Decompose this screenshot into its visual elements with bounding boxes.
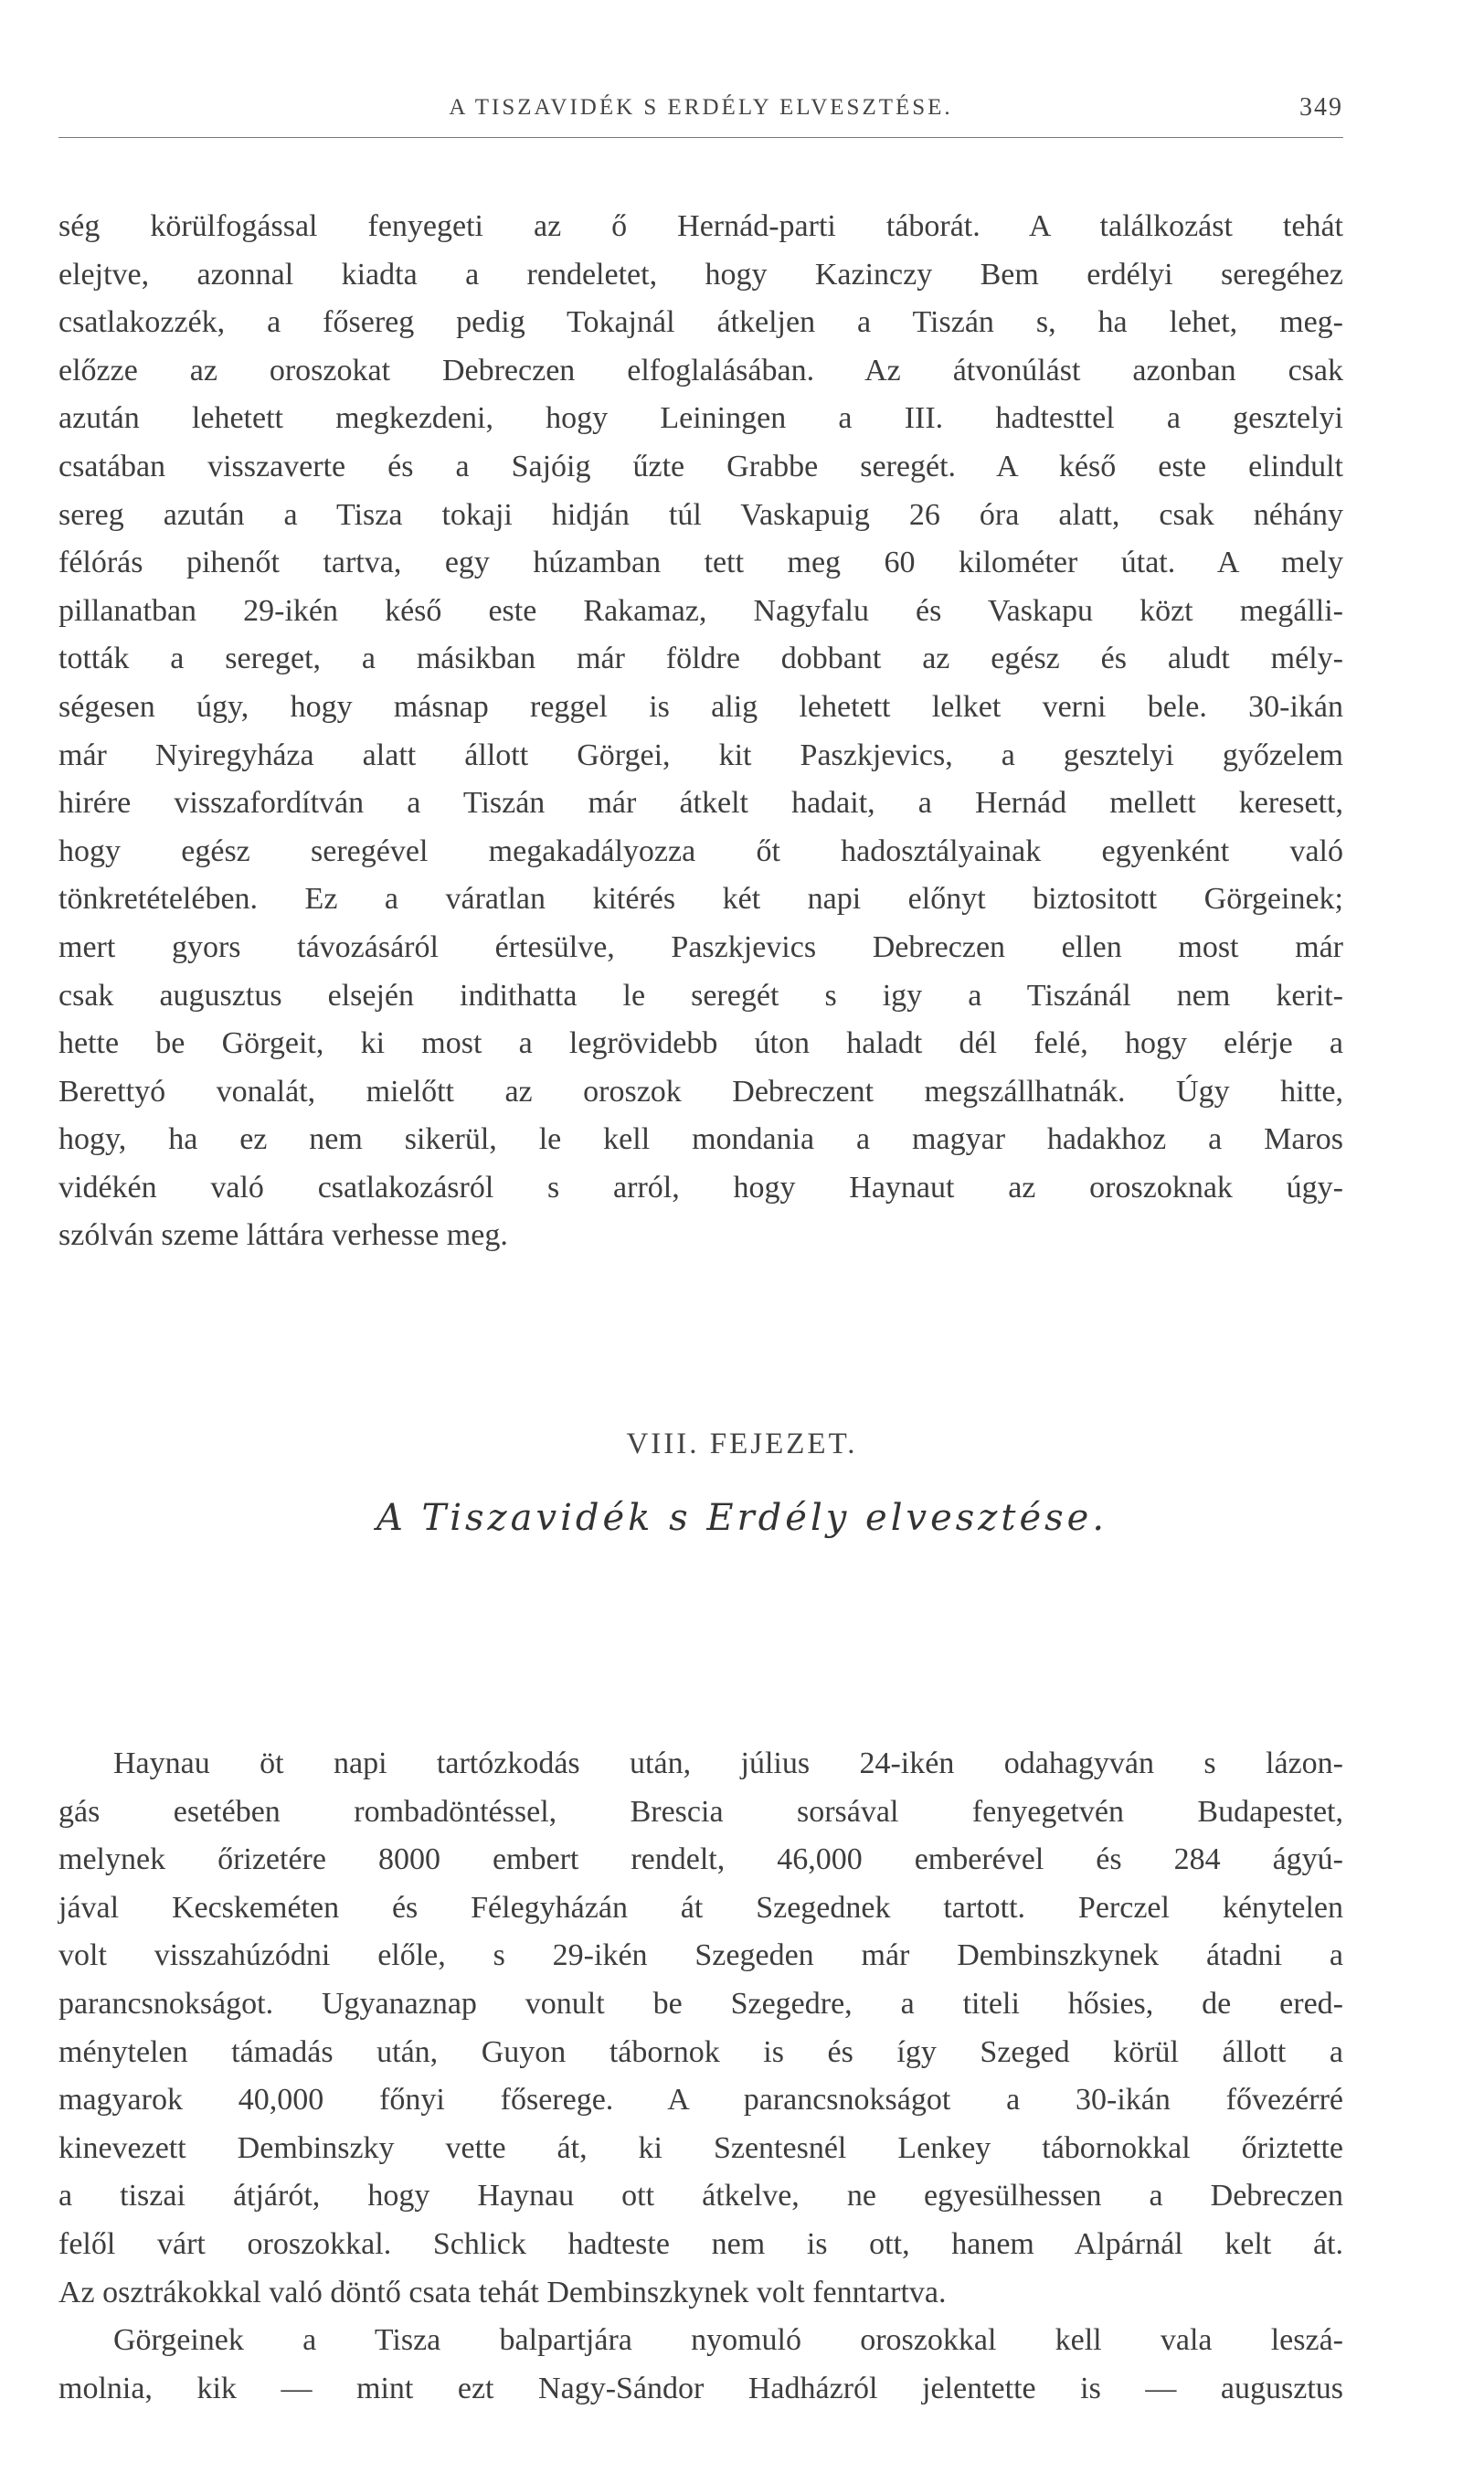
text-line: Haynau öt napi tartózkodás után, július 24-ikén odahagyván s lázon- <box>113 1746 1343 1780</box>
text-line: csatában visszaverte és a Sajóig űzte Grabbe seregét. A késő este elindult <box>58 449 1343 483</box>
text-line: hette be Görgeit, ki most a legrövidebb úton haladt dél felé, hogy elérje a <box>58 1026 1343 1061</box>
running-head <box>58 91 1343 128</box>
chapter-number: VIII. FEJEZET. <box>626 1428 858 1460</box>
text-line: pillanatban 29-ikén késő este Rakamaz, Nagyfalu és Vaskapu közt megálli- <box>58 593 1343 628</box>
text-line: tották a sereget, a másikban már földre dobbant az egész és aludt mély- <box>58 642 1343 676</box>
text-line: a tiszai átjárót, hogy Haynau ott átkelve, ne egyesülhessen a Debreczen <box>58 2179 1343 2213</box>
text-line: magyarok 40,000 főnyi főserege. A parancsnokságot a 30-ikán fővezérré <box>58 2083 1343 2118</box>
text-line: elejtve, azonnal kiadta a rendeletet, hogy Kazinczy Bem erdélyi seregéhez <box>58 257 1343 292</box>
text-line: felől várt oroszokkal. Schlick hadteste nem is ott, hanem Alpárnál kelt át. <box>58 2226 1343 2261</box>
running-title: A TISZAVIDÉK S ERDÉLY ELVESZTÉSE. <box>449 95 953 120</box>
text-line: már Nyiregyháza alatt állott Görgei, kit Paszkjevics, a gesztelyi győzelem <box>58 738 1343 772</box>
text-line: vidékén való csatlakozásról s arról, hogy Haynaut az oroszoknak úgy- <box>58 1170 1343 1205</box>
text-line: Berettyó vonalát, mielőtt az oroszok Debreczent megszállhatnák. Úgy hitte, <box>58 1074 1343 1109</box>
text-line: előzze az oroszokat Debreczen elfoglalásában. Az átvonúlást azonban csak <box>58 353 1343 387</box>
text-line: jával Kecskeméten és Félegyházán át Szegednek tartott. Perczel kénytelen <box>58 1890 1343 1925</box>
text-line: azután lehetett megkezdeni, hogy Leiningen a III. hadtesttel a gesztelyi <box>58 401 1343 436</box>
text-block-top <box>58 203 1343 1260</box>
text-line: melynek őrizetére 8000 embert rendelt, 46,000 emberével és 284 ágyú- <box>58 1842 1343 1877</box>
text-line: sereg azután a Tisza tokaji hidján túl Vaskapuig 26 óra alatt, csak néhány <box>58 497 1343 532</box>
text-line: volt visszahúzódni előle, s 29-ikén Szegeden már Dembinszkynek átadni a <box>58 1938 1343 1973</box>
text-line: hogy egész seregével megakadályozza őt hadosztályainak egyenként való <box>58 833 1343 868</box>
text-line: parancsnokságot. Ugyanaznap vonult be Szegedre, a titeli hősies, de ered- <box>58 1986 1343 2021</box>
header-rule <box>58 137 1343 138</box>
text-line: hogy, ha ez nem sikerül, le kell mondania a magyar hadakhoz a Maros <box>58 1122 1343 1157</box>
text-line: ség körülfogással fenyegeti az ő Hernád-parti táborát. A találkozást tehát <box>58 209 1343 243</box>
text-line: Görgeinek a Tisza balpartjára nyomuló oroszokkal kell vala leszá- <box>113 2323 1343 2358</box>
text-line: mert gyors távozásáról értesülve, Paszkjevics Debreczen ellen most már <box>58 929 1343 964</box>
text-block-bottom <box>58 1740 1343 2413</box>
text-line: csatlakozzék, a fősereg pedig Tokajnál átkeljen a Tiszán s, ha lehet, meg- <box>58 305 1343 340</box>
page-number: 349 <box>1299 93 1343 122</box>
text-line: tönkretételében. Ez a váratlan kitérés két napi előnyt biztositott Görgeinek; <box>58 882 1343 917</box>
text-line: ségesen úgy, hogy másnap reggel is alig lehetett lelket verni bele. 30-ikán <box>58 689 1343 724</box>
text-line: kinevezett Dembinszky vette át, ki Szentesnél Lenkey tábornokkal őriztette <box>58 2130 1343 2165</box>
text-line: gás esetében rombadöntéssel, Brescia sorsával fenyegetvén Budapestet, <box>58 1794 1343 1829</box>
text-line: csak augusztus elsején indithatta le seregét s igy a Tiszánál nem kerit- <box>58 978 1343 1013</box>
text-line: félórás pihenőt tartva, egy húzamban tett meg 60 kilométer útat. A mely <box>58 546 1343 580</box>
chapter-title: A Tiszavidék s Erdély elvesztése. <box>376 1497 1108 1539</box>
text-line: hirére visszafordítván a Tiszán már átkelt hadait, a Hernád mellett keresett, <box>58 786 1343 821</box>
text-line: molnia, kik — mint ezt Nagy-Sándor Hadházról jelentette is — augusztus <box>58 2371 1343 2405</box>
text-line: ménytelen támadás után, Guyon tábornok is és így Szeged körül állott a <box>58 2034 1343 2069</box>
text-line: Az osztrákokkal való döntő csata tehát Dembinszkynek volt fenntartva. <box>58 2275 947 2309</box>
text-line: szólván szeme láttára verhesse meg. <box>58 1218 508 1253</box>
